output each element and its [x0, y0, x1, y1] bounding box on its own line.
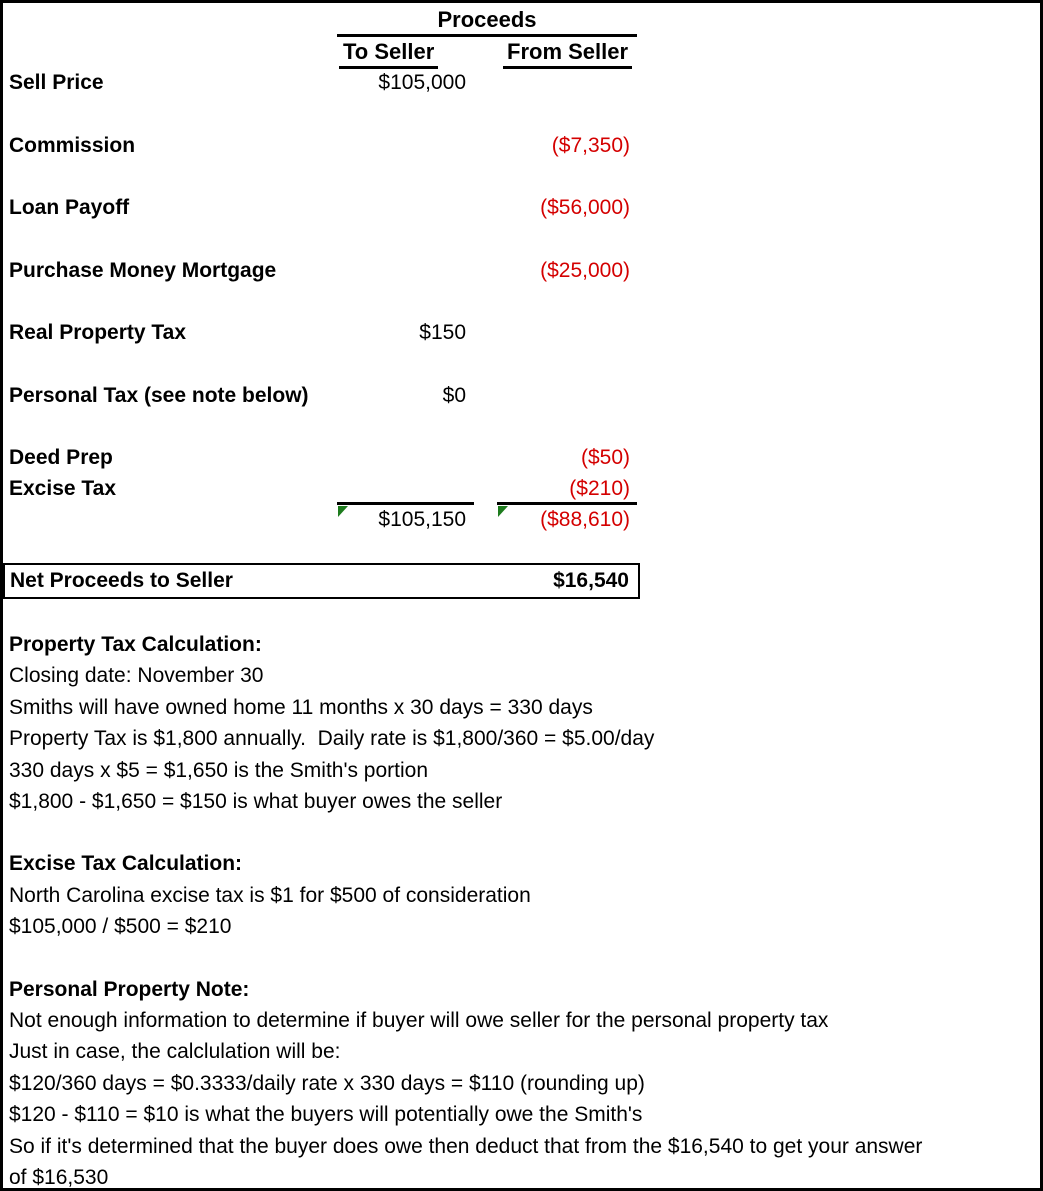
note-heading: Excise Tax Calculation: — [9, 852, 243, 876]
net-proceeds-value: $16,540 — [553, 569, 629, 592]
table-row — [3, 134, 653, 160]
note-line: Property Tax is $1,800 annually. Daily rate is $1,800/360 = $5.00/day — [9, 727, 655, 751]
note-line: $120 - $110 = $10 is what the buyers will potentially owe the Smith's — [9, 1103, 643, 1127]
from-seller-value: ($56,000) — [540, 196, 630, 219]
from-seller-total: ($88,610) — [540, 508, 630, 531]
note-line: Just in case, the calclulation will be: — [9, 1040, 341, 1064]
column-header-from-seller: From Seller — [503, 39, 632, 69]
note-line: North Carolina excise tax is $1 for $500 of consideration — [9, 883, 531, 907]
from-seller-value: ($7,350) — [551, 134, 630, 157]
table-row — [3, 384, 653, 410]
row-label: Loan Payoff — [9, 196, 130, 219]
note-heading: Property Tax Calculation: — [9, 633, 262, 656]
note-line: Closing date: November 30 — [9, 664, 264, 688]
table-row — [3, 71, 653, 97]
row-label: Sell Price — [9, 71, 104, 94]
column-header-to-seller: To Seller — [339, 39, 438, 69]
subtotal-rule-to-seller — [337, 502, 474, 505]
row-label: Personal Tax (see note below) — [9, 384, 309, 407]
to-seller-total: $105,150 — [378, 508, 466, 531]
from-seller-value: ($25,000) — [540, 259, 630, 282]
net-proceeds-box — [3, 563, 640, 599]
note-line: $120/360 days = $0.3333/daily rate x 330 days = $110 (rounding up) — [9, 1071, 645, 1095]
note-line: $105,000 / $500 = $210 — [9, 915, 232, 939]
table-row — [3, 259, 653, 285]
note-line: Not enough information to determine if buyer will owe seller for the personal property tax — [9, 1009, 829, 1033]
from-seller-value: ($50) — [580, 446, 630, 469]
note-section-excise-tax — [9, 848, 1039, 942]
table-row — [3, 446, 653, 472]
row-label: Excise Tax — [9, 477, 117, 500]
note-line: $1,800 - $1,650 = $150 is what buyer owes the seller — [9, 790, 503, 814]
proceeds-underline — [337, 34, 637, 37]
note-section-property-tax — [9, 629, 1039, 817]
subtotal-rule-from-seller — [497, 502, 637, 505]
note-heading: Personal Property Note: — [9, 977, 250, 1001]
row-label: Real Property Tax — [9, 321, 187, 344]
table-row — [3, 477, 653, 503]
note-line: Smiths will have owned home 11 months x 30 days = 330 days — [9, 695, 593, 719]
note-line: 330 days x $5 = $1,650 is the Smith's portion — [9, 758, 429, 782]
row-label: Commission — [9, 134, 136, 157]
notes — [9, 629, 1039, 1191]
table-row — [3, 196, 653, 222]
net-proceeds-label: Net Proceeds to Seller — [10, 569, 233, 592]
to-seller-value: $0 — [442, 384, 466, 407]
row-label: Purchase Money Mortgage — [9, 259, 277, 282]
proceeds-title: Proceeds — [437, 7, 537, 32]
table-row — [3, 321, 653, 347]
from-seller-value: ($210) — [569, 477, 630, 500]
row-label: Deed Prep — [9, 446, 113, 469]
to-seller-value: $105,000 — [378, 71, 466, 94]
to-seller-value: $150 — [419, 321, 466, 344]
note-line: of $16,530 — [9, 1166, 109, 1190]
note-section-personal-property — [9, 974, 1039, 1191]
note-line: So if it's determined that the buyer does owe then deduct that from the $16,540 to get your answer — [9, 1134, 923, 1158]
